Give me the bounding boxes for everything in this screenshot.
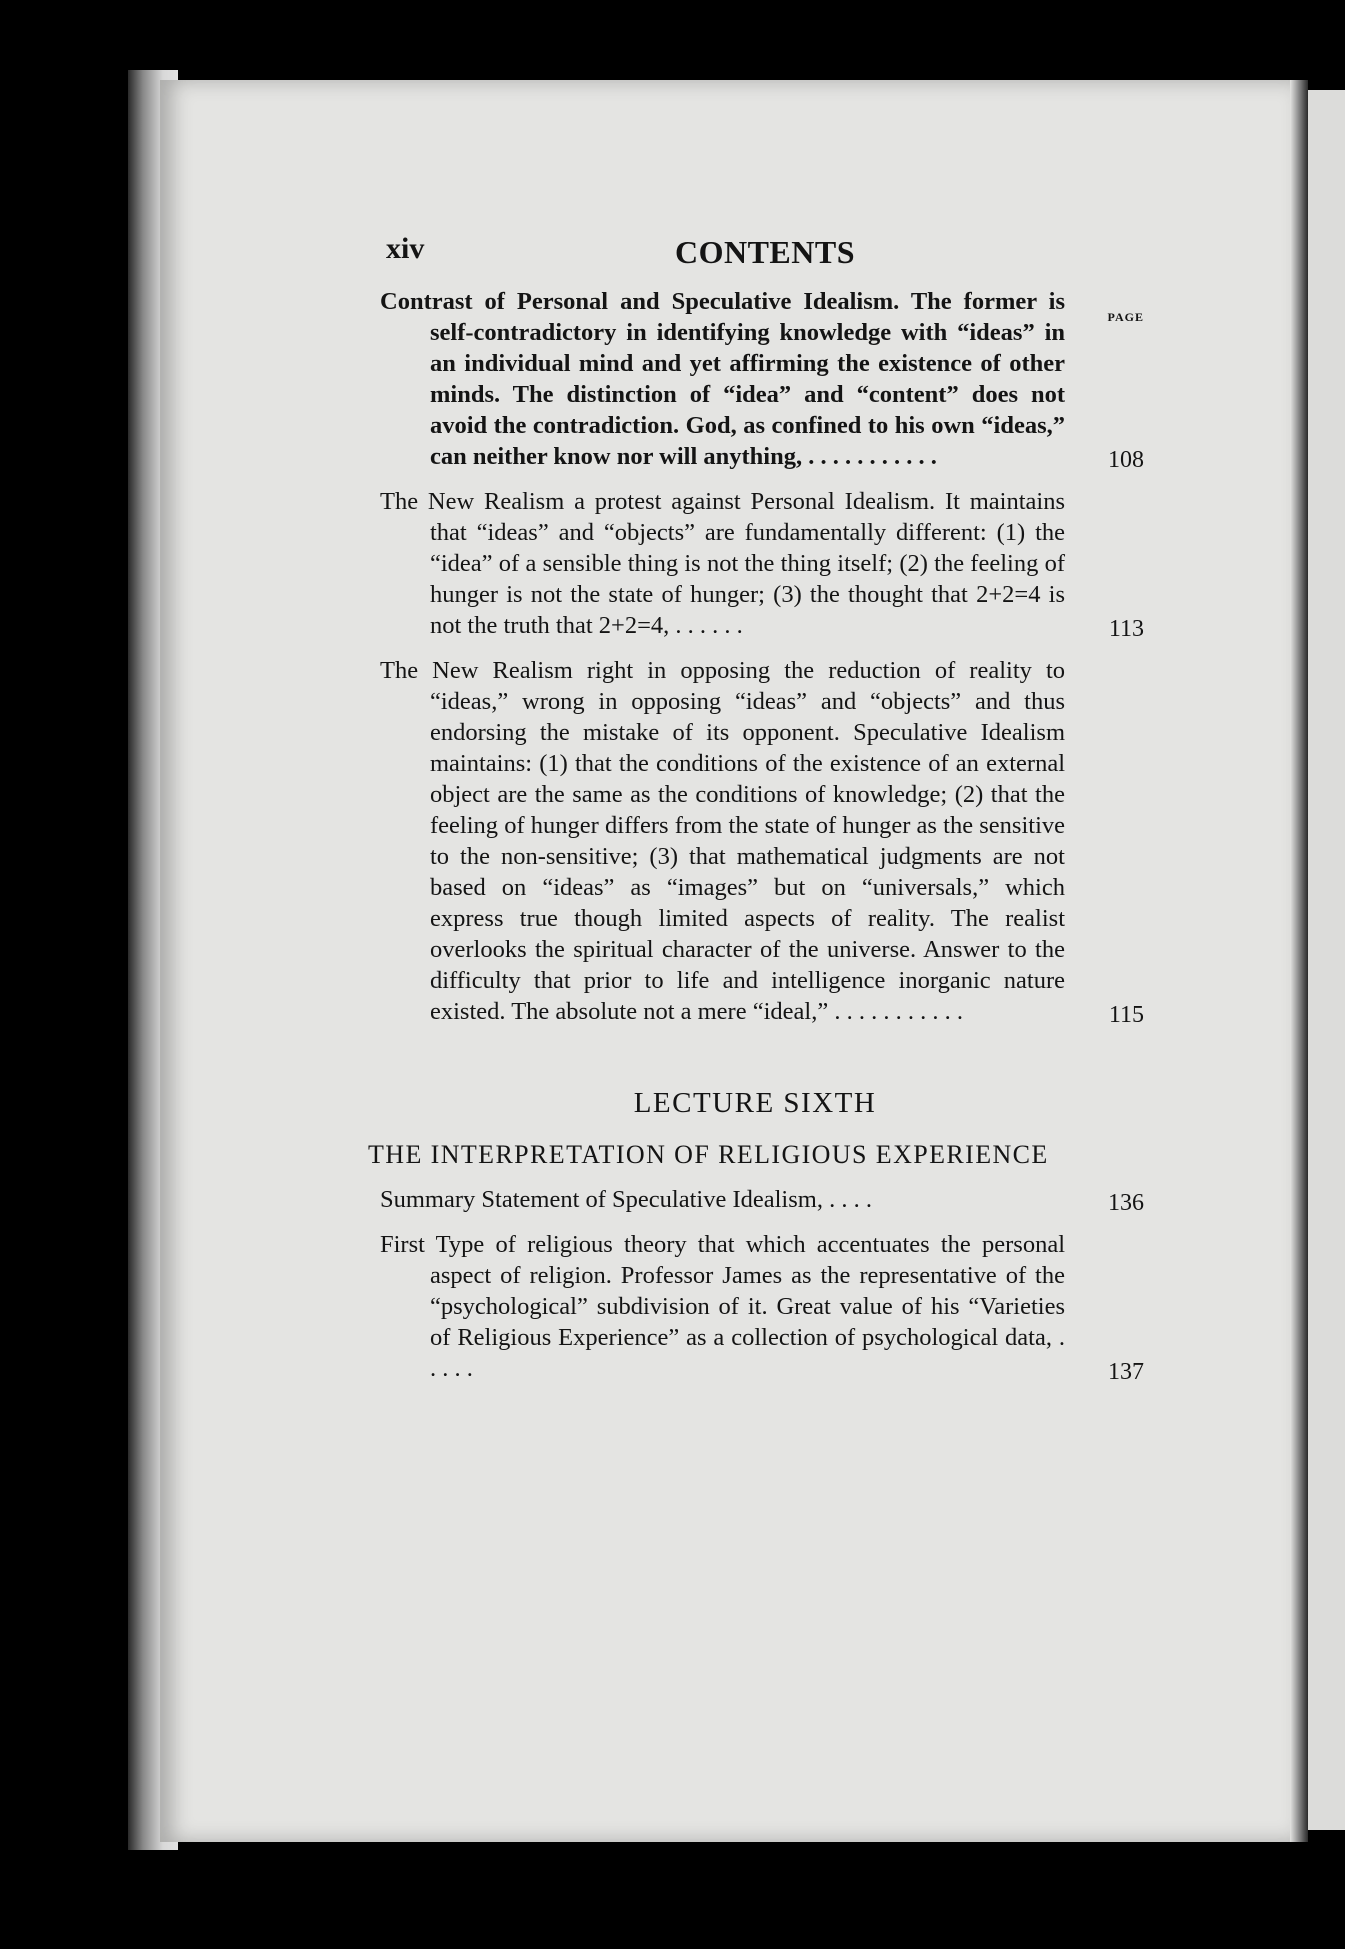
toc-entry-page: 137 <box>1108 1359 1144 1385</box>
page-folio: xiv <box>386 232 425 265</box>
page-edge-shadow <box>1290 80 1308 1842</box>
toc-entry-page: 113 <box>1108 616 1144 642</box>
toc-entry-page: 115 <box>1108 1002 1144 1028</box>
toc-entry <box>380 1184 1150 1215</box>
lecture-title: THE INTERPRETATION OF RELIGIOUS EXPERIENCE <box>368 1140 1049 1169</box>
page-title: CONTENTS <box>674 234 856 270</box>
toc-entry <box>380 655 1150 1027</box>
toc-entry <box>380 1229 1150 1384</box>
toc-entry-text: The New Realism right in opposing the reduction of reality to “ideas,” wrong in opposing “ideas” and “objects” and thus endorsing the mistake of its opponent. Speculative Idealism maintains: (1) that the conditions of the existence of an external object are the same as the conditions of knowledge; (2) that the feeling of hunger differs from the state of hunger as the sensitive to the non-sensitive; (3) that mathematical judgments are not based on “ideas” as “images” but on “universals,” which express true though limited aspects of reality. The realist overlooks the spiritual character of the universe. Answer to the difficulty that prior to life and intelligence inorganic nature existed. The absolute not a mere “ideal,” . . . . . . . . . . . <box>380 657 1065 1025</box>
page-column-label: PAGE <box>1107 310 1144 324</box>
toc-entry-text: Contrast of Personal and Speculative Idealism. The former is self-contradictory in identifying knowledge with “ideas” in an individual mind and yet affirming the existence of other minds. The distinction of “idea” and “content” does not avoid the contradiction. God, as confined to his own “ideas,” can neither know nor will anything, . . . . . . . . . . . <box>380 288 1065 470</box>
lecture-heading: LECTURE SIXTH <box>633 1087 877 1119</box>
toc-entry-page: 108 <box>1108 447 1144 473</box>
toc-entry-page: 136 <box>1108 1190 1144 1216</box>
contents-page <box>368 230 1150 1385</box>
toc-entry-text: The New Realism a protest against Personal Idealism. It maintains that “ideas” and “objects” are fundamentally different: (1) the “idea” of a sensible thing is not the thing itself; (2) the feeling of hunger is not the state of hunger; (3) the thought that 2+2=4 is not the truth that 2+2=4, . . . . . . <box>380 488 1065 639</box>
toc-entry <box>380 486 1150 641</box>
toc-entry-text: Summary Statement of Speculative Idealism, . . . . <box>380 1186 872 1213</box>
toc-entry <box>380 286 1150 472</box>
back-page-edge <box>1305 90 1345 1830</box>
toc-entry-text: First Type of religious theory that which accentuates the personal aspect of religion. Professor James as the representative of the “psychological” subdivision of it. Great value of his “Varieties of Religious Experience” as a collection of psychological data, . . . . . <box>380 1231 1065 1382</box>
page-header <box>380 230 1150 324</box>
